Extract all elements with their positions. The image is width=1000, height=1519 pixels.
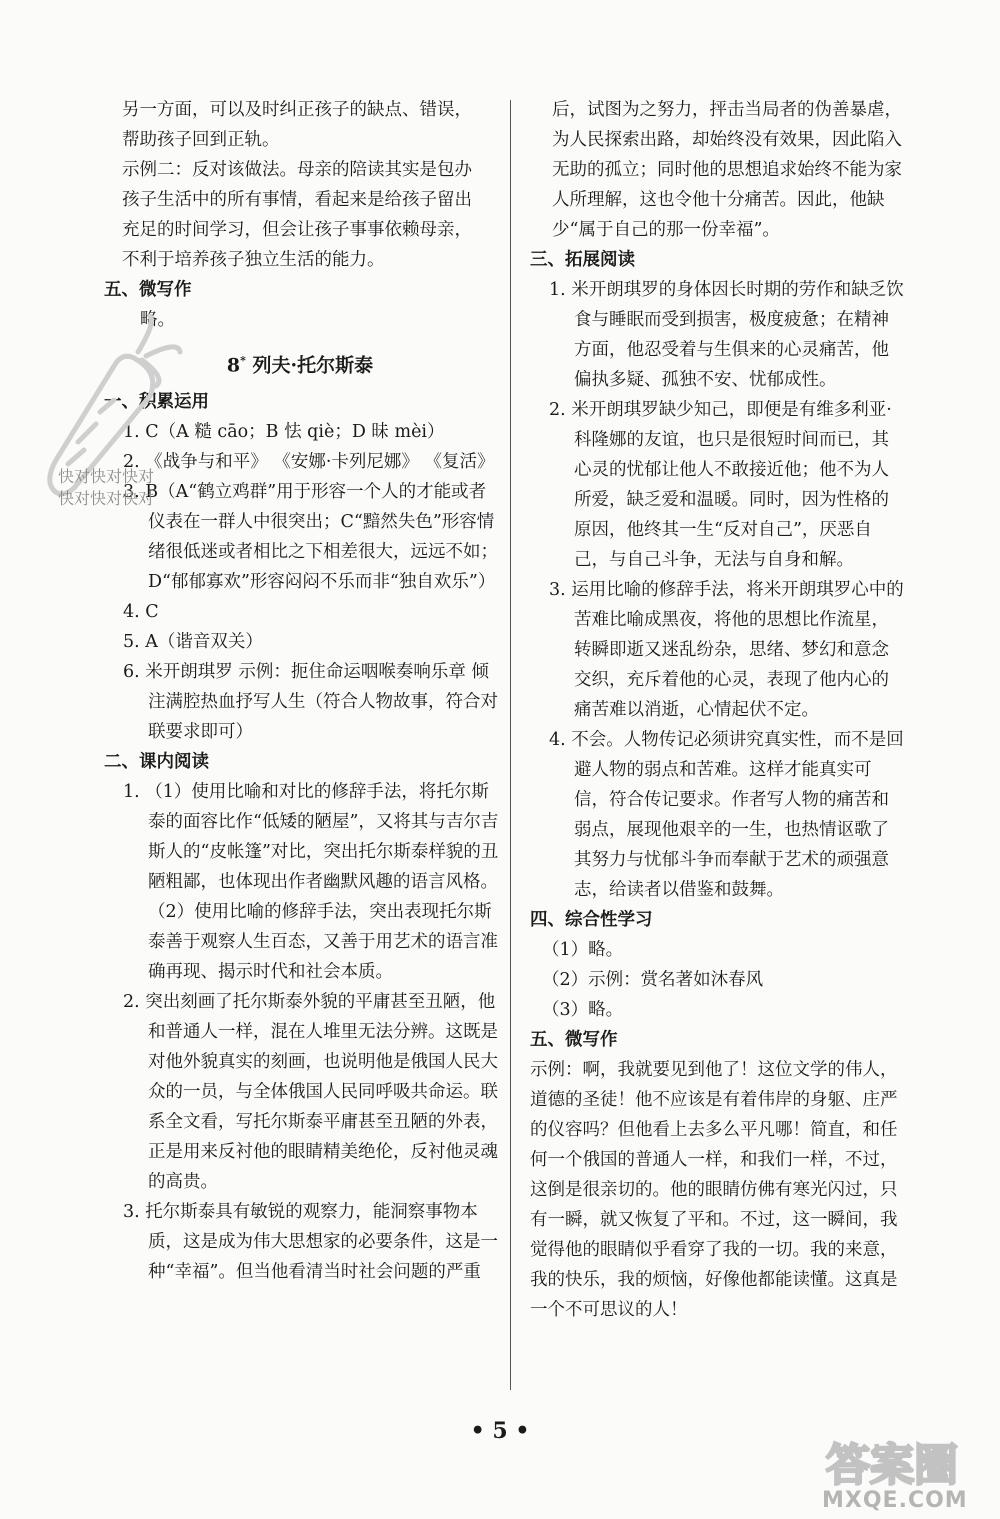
watermark-text: 快对快对快对 bbox=[58, 467, 155, 486]
text-line: 充足的时间学习，但会让孩子事事依赖母亲， bbox=[122, 220, 472, 240]
text-block: 后，试图为之努力，抨击当局者的伪善暴虐，为人民探索出路，却始终没有效果，因此陷入无助的孤立；同时他的思想追求始终不能为家人所理解，这也令他十分痛苦。因此，他缺少“属于自己的那一份幸福”。 bbox=[552, 100, 902, 240]
column-divider bbox=[510, 100, 511, 1390]
lesson-number: 8 bbox=[226, 354, 241, 377]
section-heading: 三、拓展阅读 bbox=[530, 250, 635, 270]
lesson-star: * bbox=[240, 354, 246, 367]
answer-item: 6. 米开朗琪罗 示例：扼住命运咽喉奏响乐章 倾注满腔热血抒写人生（符合人物故事，符合对联要求即可） bbox=[123, 662, 498, 743]
section-heading: 一、积累运用 bbox=[104, 392, 209, 413]
text-line: 略。 bbox=[140, 310, 175, 330]
text-line: 不利于培养孩子独立生活的能力。 bbox=[122, 250, 385, 270]
text-line: 另一方面，可以及时纠正孩子的缺点、错误， bbox=[122, 100, 472, 120]
watermark-text: 快对快对快对 bbox=[58, 489, 155, 508]
section-heading: 二、课内阅读 bbox=[104, 752, 209, 773]
section-heading: 四、综合性学习 bbox=[530, 910, 653, 930]
text-line: 示例二：反对该做法。母亲的陪读其实是包办 bbox=[122, 160, 472, 180]
page-number: • 5 • bbox=[470, 1418, 530, 1444]
answer-subitem: （3）略。 bbox=[542, 1000, 624, 1020]
answer-item: 2. 《战争与和平》 《安娜·卡列尼娜》 《复活》 bbox=[123, 452, 495, 473]
answer-item: 4. 不会。人物传记必须讲究真实性，而不是回避人物的弱点和苦难。这样才能真实可信，符合传记要求。作者写人物的痛苦和弱点，展现他艰辛的一生，也热情讴歌了其努力与忧郁斗争而奉献于艺术的顽强意志，给读者以借鉴和鼓舞。 bbox=[549, 730, 904, 900]
answer-subitem: （2）使用比喻的修辞手法，突出表现托尔斯泰善于观察人生百态，又善于用艺术的语言准确再现、揭示时代和社会本质。 bbox=[148, 902, 498, 983]
lesson-name: 列夫·托尔斯泰 bbox=[245, 354, 374, 377]
answer-item: 5. A（谐音双关） bbox=[123, 632, 263, 653]
text-line: 帮助孩子回到正轨。 bbox=[122, 130, 280, 150]
section-heading: 五、微写作 bbox=[530, 1030, 618, 1050]
answer-item: 1. C（A 糙 cāo；B 怯 qiè；D 昧 mèi） bbox=[123, 422, 445, 443]
answer-item: 1. （1）使用比喻和对比的修辞手法，将托尔斯泰的面容比作“低矮的陋屋”，又将其与吉尔吉斯人的“皮帐篷”对比，突出托尔斯泰样貌的丑陋粗鄙，也体现出作者幽默风趣的语言风格。 bbox=[123, 782, 499, 893]
watermark-url: MXQE.COM bbox=[822, 1488, 968, 1513]
answer-subitem: （2）示例：赏名著如沐春风 bbox=[542, 970, 764, 990]
right-column bbox=[526, 95, 906, 1325]
text-block: 示例：啊，我就要见到他了！这位文学的伟人，道德的圣徒！他不应该是有着伟岸的身躯、庄严的仪容吗？但他看上去多么平凡哪！简直，和任何一个俄国的普通人一样，和我们一样，不过，这倒是很亲切的。他的眼睛仿佛有寒光闪过，只有一瞬，就又恢复了平和。不过，这一瞬间，我觉得他的眼睛似乎看穿了我的一切。我的来意，我的快乐，我的烦恼，好像他都能读懂。这真是一个不可思议的人！ bbox=[530, 1060, 898, 1320]
answer-item: 1. 米开朗琪罗的身体因长时期的劳作和缺乏饮食与睡眠而受到损害，极度疲惫；在精神方面，他忍受着与生俱来的心灵痛苦，他偏执多疑、孤独不安、忧郁成性。 bbox=[549, 280, 904, 390]
logo-text: 答案圈 bbox=[826, 1440, 958, 1491]
text-line: 孩子生活中的所有事情，看起来是给孩子留出 bbox=[122, 190, 472, 210]
answer-item: 4. C bbox=[123, 602, 159, 623]
answer-subitem: （1）略。 bbox=[542, 940, 624, 960]
section-heading: 五、微写作 bbox=[104, 280, 192, 300]
answer-item: 3. 托尔斯泰具有敏锐的观察力，能洞察事物本质，这是成为伟大思想家的必要条件，这是一种“幸福”。但当他看清当时社会问题的严重 bbox=[123, 1202, 498, 1283]
left-column bbox=[100, 95, 500, 1287]
answer-item: 3. 运用比喻的修辞手法，将米开朗琪罗心中的苦难比喻成黑夜，将他的思想比作流星，转瞬即逝又迷乱纷杂，思绪、梦幻和意念交织，充斥着他的心灵，表现了他内心的痛苦难以消逝，心情起伏不定。 bbox=[549, 580, 904, 720]
answer-item: 2. 米开朗琪罗缺少知己，即便是有维多利亚·科隆娜的友谊，也只是很短时间而已，其心灵的忧郁让他人不敢接近他；他不为人所爱，缺乏爱和温暖。同时，因为性格的原因，他终其一生“反对自己”，厌恶自己，与自己斗争，无法与自身和解。 bbox=[549, 400, 892, 570]
answer-item: 3. B（A“鹤立鸡群”用于形容一个人的才能或者仪表在一群人中很突出；C“黯然失色”形容情绪很低迷或者相比之下相差很大，远远不如；D“郁郁寡欢”形容闷闷不乐而非“独自欢乐”） bbox=[123, 482, 498, 593]
answer-item: 2. 突出刻画了托尔斯泰外貌的平庸甚至丑陋，他和普通人一样，混在人堆里无法分辨。这既是对他外貌真实的刻画，也说明他是俄国人民大众的一员，与全体俄国人民同呼吸共命运。联系全文看，写托尔斯泰平庸甚至丑陋的外表，正是用来反衬他的眼睛精美绝伦，反衬他灵魂的高贵。 bbox=[123, 992, 498, 1193]
